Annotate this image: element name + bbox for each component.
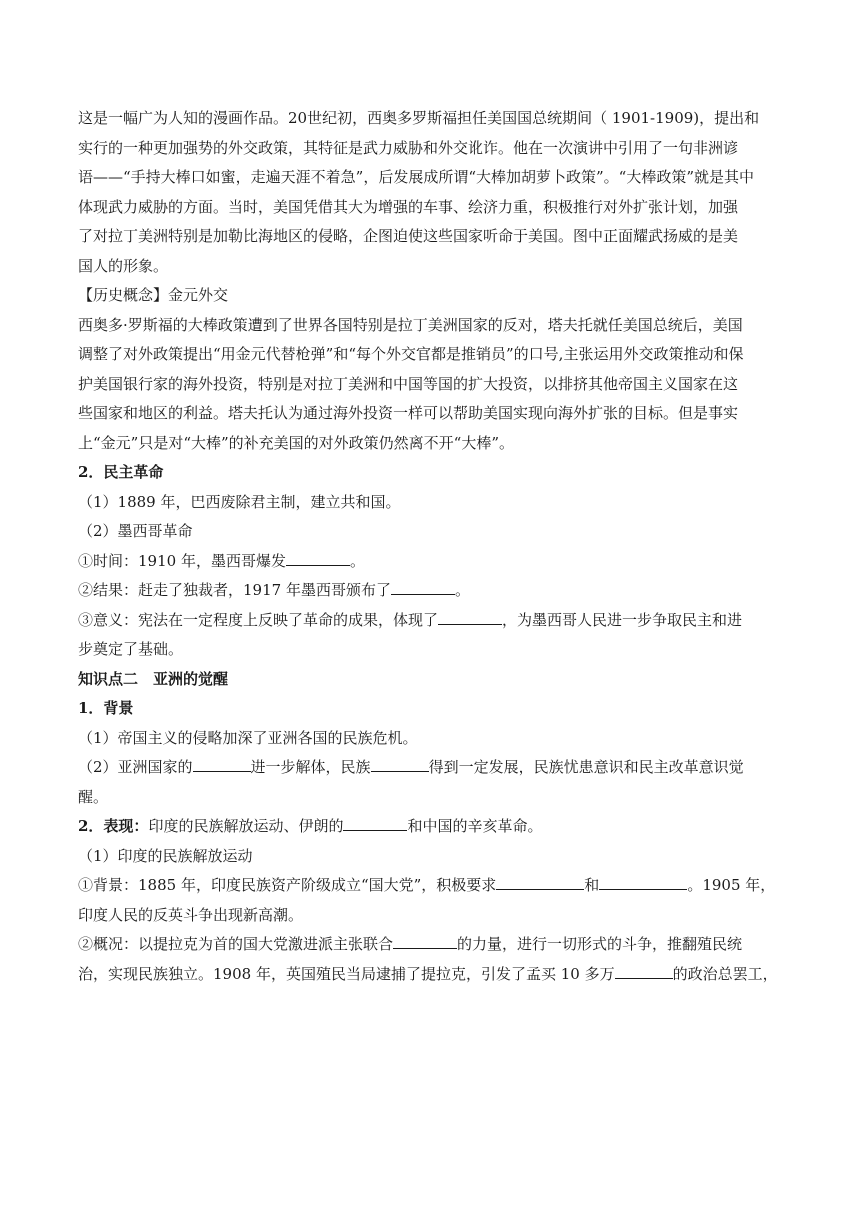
- asia-bg-1: （1）帝国主义的侵略加深了亚洲各国的民族危机。: [78, 728, 418, 747]
- india-bg: ①背景：1885 年，印度民族资产阶级成立“国大党”，积极要求 和 。1905 年，: [78, 876, 776, 894]
- blank-line[interactable]: [438, 610, 502, 625]
- concept-line-2: 调整了对外政策提出“用金元代替枪弹”和“每个外交官都是推销员”的口号,主张运用外交政策推动和保: [78, 345, 744, 363]
- intro-line-1: 这是一幅广为人知的漫画作品。20世纪初，西奥多罗斯福担任美国国总统期间（ 1901-1909)，提出和: [78, 109, 760, 127]
- blank-line[interactable]: [393, 934, 457, 949]
- blank-line[interactable]: [391, 580, 455, 595]
- intro-line-5: 了对拉丁美洲特别是加勒比海地区的侵略，企图迫使这些国家听命于美国。图中正面耀武扬威的是美: [78, 227, 739, 245]
- concept-line-5: 上“金元”只是对“大棒”的补充美国的对外政策仍然离不开“大棒”。: [78, 433, 515, 452]
- revolution-item-2: （2）墨西哥革命: [78, 522, 193, 540]
- revolution-time: ①时间：1910 年，墨西哥爆发 。: [78, 551, 365, 570]
- revolution-heading: 2．民主革命: [78, 463, 164, 481]
- blank-line[interactable]: [496, 875, 584, 890]
- blank-line[interactable]: [615, 964, 673, 979]
- document-page: [78, 104, 784, 989]
- blank-line[interactable]: [371, 757, 429, 772]
- asia-bg-2-line-2: 醒。: [78, 787, 109, 806]
- blank-line[interactable]: [193, 757, 251, 772]
- revolution-meaning-line-2: 步奠定了基础。: [78, 640, 184, 658]
- intro-line-6: 国人的形象。: [78, 256, 169, 275]
- concept-line-3: 护美国银行家的海外投资，特别是对拉丁美洲和中国等国的扩大投资，以排挤其他帝国主义国家在这: [78, 374, 739, 393]
- asia-bg-heading: 1．背景: [78, 699, 134, 717]
- blank-line[interactable]: [343, 816, 407, 831]
- concept-line-4: 些国家和地区的利益。塔夫托认为通过海外投资一样可以帮助美国实现向海外扩张的目标。但是事实: [78, 404, 739, 422]
- blank-line[interactable]: [599, 875, 687, 890]
- asia-bg-2: （2）亚洲国家的 进一步解体，民族 得到一定发展，民族忧患意识和民主改革意识觉: [78, 758, 744, 776]
- revolution-item-1: （1）1889 年，巴西废除君主制，建立共和国。: [78, 492, 401, 511]
- concept-title: 【历史概念】金元外交: [78, 286, 229, 304]
- india-overview: ②概况：以提拉克为首的国大党激进派主张联合 的力量，进行一切形式的斗争，推翻殖民统: [78, 935, 743, 953]
- india-overview-line-2: 治，实现民族独立。1908 年，英国殖民当局逮捕了提拉克，引发了孟买 10 多万 的政治总罢工，: [78, 964, 778, 983]
- india-bg-line-2: 印度人民的反英斗争出现新高潮。: [78, 905, 304, 924]
- asia-show: 2．表现：印度的民族解放运动、伊朗的 和中国的辛亥革命。: [78, 817, 543, 835]
- revolution-meaning: ③意义：宪法在一定程度上反映了革命的成果，体现了 ，为墨西哥人民进一步争取民主和进: [78, 610, 743, 629]
- intro-line-4: 体现武力威胁的方面。当时，美国凭借其大为增强的车事、绘济力重，积极推行对外扩张计划，加强: [78, 197, 739, 216]
- intro-line-2: 实行的一种更加强势的外交政策，其特征是武力威胁和外交讹诈。他在一次演讲中引用了一句非洲谚: [78, 138, 739, 157]
- intro-line-3: 语——“手持大棒口如蜜，走遍天涯不着急”，后发展成所谓“大棒加胡萝卜政策”。“大棒政策”就是其中: [78, 168, 755, 186]
- concept-line-1: 西奥多·罗斯福的大棒政策遭到了世界各国特别是拉丁美洲国家的反对，塔夫托就任美国总统后，美国: [78, 315, 743, 334]
- india-heading: （1）印度的民族解放运动: [78, 846, 253, 865]
- blank-line[interactable]: [286, 551, 350, 566]
- revolution-result: ②结果：赶走了独裁者，1917 年墨西哥颁布了 。: [78, 581, 470, 599]
- asia-heading: 知识点二 亚洲的觉醒: [78, 669, 229, 688]
